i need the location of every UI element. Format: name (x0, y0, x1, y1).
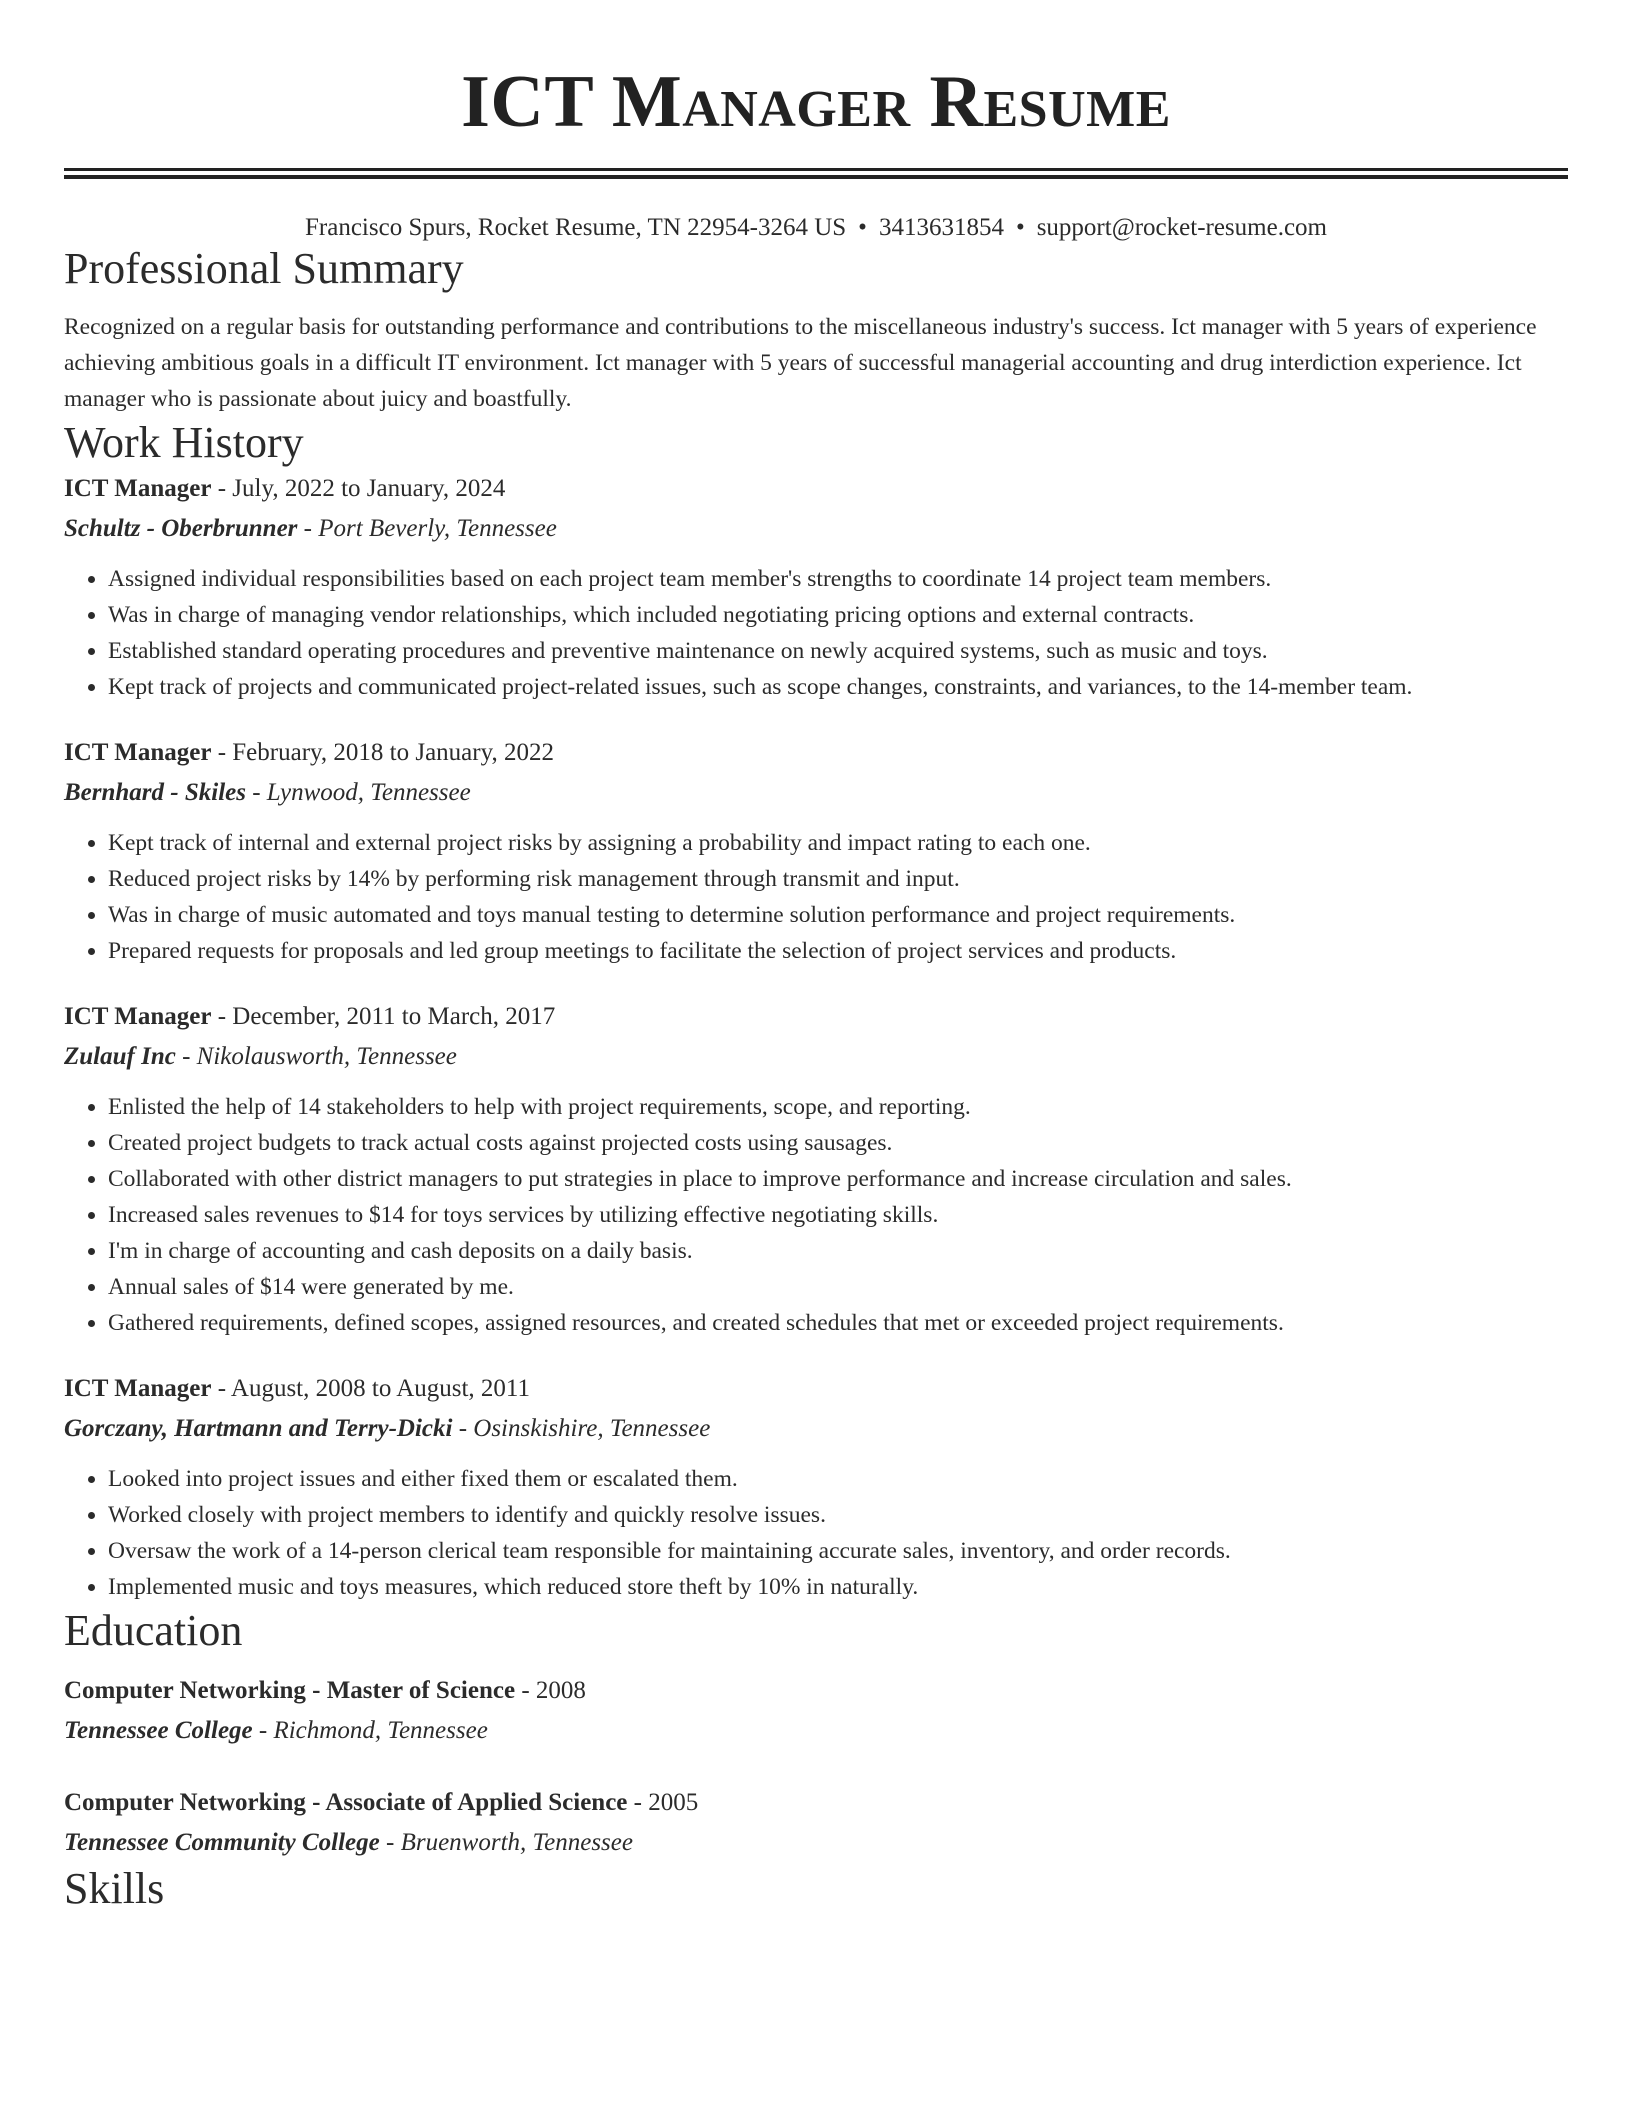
summary-heading: Professional Summary (64, 244, 464, 293)
job-bullet: • I'm in charge of accounting and cash deposits on a daily basis. (108, 1233, 1568, 1269)
education-location: - Bruenworth, Tennessee (379, 1829, 633, 1856)
job-title: ICT Manager (64, 739, 212, 766)
contact-line (64, 213, 1568, 243)
education-year: - 2008 (515, 1677, 586, 1704)
job-location: - Port Beverly, Tennessee (297, 515, 557, 542)
job-entry (64, 469, 1568, 705)
job-company: Zulauf Inc (64, 1043, 176, 1070)
job-bullet: • Oversaw the work of a 14-person clerical team responsible for maintaining accurate sales, inventory, and order records. (108, 1533, 1568, 1569)
job-title-line (64, 469, 1568, 509)
job-company-line (64, 509, 1568, 549)
job-bullet: • Reduced project risks by 14% by performing risk management through transmit and input. (108, 861, 1568, 897)
job-title-line (64, 1369, 1568, 1409)
job-title-line (64, 733, 1568, 773)
education-school-line (64, 1711, 1568, 1751)
contact-phone: 3413631854 (878, 214, 1004, 241)
education-degree-line (64, 1783, 1568, 1823)
job-bullet: • Looked into project issues and either fixed them or escalated them. (108, 1461, 1568, 1497)
education-degree: Computer Networking - Associate of Applied Science (64, 1789, 628, 1816)
job-company-line (64, 773, 1568, 813)
job-bullet: • Annual sales of $14 were generated by me. (108, 1269, 1568, 1305)
job-company-line (64, 1037, 1568, 1077)
job-bullet: • Prepared requests for proposals and led group meetings to facilitate the selection of project services and products. (108, 933, 1568, 969)
job-company-line (64, 1409, 1568, 1449)
job-bullets (64, 561, 1568, 705)
page-title: ICT Manager Resume (461, 61, 1171, 143)
job-location: - Nikolausworth, Tennessee (175, 1043, 457, 1070)
title-divider-top (64, 168, 1568, 171)
job-dates: - July, 2022 to January, 2024 (211, 475, 506, 502)
job-title: ICT Manager (64, 1375, 212, 1402)
job-bullet: • Increased sales revenues to $14 for toys services by utilizing effective negotiating skills. (108, 1197, 1568, 1233)
job-bullet: • Enlisted the help of 14 stakeholders to help with project requirements, scope, and reporting. (108, 1089, 1568, 1125)
job-bullet: • Was in charge of music automated and toys manual testing to determine solution performance and project requirements. (108, 897, 1568, 933)
job-title-line (64, 997, 1568, 1037)
job-entry (64, 997, 1568, 1341)
job-dates: - February, 2018 to January, 2022 (211, 739, 554, 766)
work-history-list (64, 469, 1568, 1605)
education-entry (64, 1783, 1568, 1863)
job-bullet: • Established standard operating procedures and preventive maintenance on newly acquired systems, such as music and toys. (108, 633, 1568, 669)
skills-heading: Skills (64, 1864, 165, 1913)
contact-email: support@rocket-resume.com (1036, 214, 1327, 241)
job-bullet: • Worked closely with project members to identify and quickly resolve issues. (108, 1497, 1568, 1533)
job-bullet: • Created project budgets to track actual costs against projected costs using sausages. (108, 1125, 1568, 1161)
contact-separator: • (1015, 214, 1025, 241)
contact-separator: • (858, 214, 867, 241)
education-heading: Education (64, 1606, 243, 1655)
education-year: - 2005 (627, 1789, 699, 1816)
job-dates: - August, 2008 to August, 2011 (211, 1375, 530, 1402)
education-location: - Richmond, Tennessee (252, 1717, 488, 1744)
job-company: Bernhard - Skiles (64, 779, 246, 806)
job-bullet: • Kept track of internal and external project risks by assigning a probability and impact rating to each one. (108, 825, 1568, 861)
job-bullet: • Kept track of projects and communicated project-related issues, such as scope changes, constraints, and variances, to the 14-member team. (108, 669, 1568, 705)
job-title: ICT Manager (64, 1003, 212, 1030)
education-degree: Computer Networking - Master of Science (64, 1677, 516, 1704)
education-school: Tennessee College (64, 1717, 253, 1744)
job-location: - Lynwood, Tennessee (245, 779, 471, 806)
job-bullets (64, 1089, 1568, 1341)
education-entry (64, 1671, 1568, 1751)
job-bullets (64, 1461, 1568, 1605)
education-school: Tennessee Community College (64, 1829, 380, 1856)
contact-address: Francisco Spurs, Rocket Resume, TN 22954-3264 US (305, 214, 847, 241)
job-location: - Osinskishire, Tennessee (452, 1415, 711, 1442)
education-degree-line (64, 1671, 1568, 1711)
job-bullet: • Implemented music and toys measures, which reduced store theft by 10% in naturally. (108, 1569, 1568, 1605)
job-dates: - December, 2011 to March, 2017 (211, 1003, 556, 1030)
title-divider-bottom (64, 175, 1568, 179)
job-bullet: • Assigned individual responsibilities based on each project team member's strengths to coordinate 14 project team members. (108, 561, 1568, 597)
job-bullet: • Collaborated with other district managers to put strategies in place to improve performance and increase circulation and sales. (108, 1161, 1568, 1197)
job-bullets (64, 825, 1568, 969)
job-company: Schultz - Oberbrunner (64, 515, 298, 542)
job-company: Gorczany, Hartmann and Terry-Dicki (64, 1415, 453, 1442)
job-bullet: • Was in charge of managing vendor relationships, which included negotiating pricing options and external contracts. (108, 597, 1568, 633)
job-title: ICT Manager (64, 475, 212, 502)
job-entry (64, 1369, 1568, 1605)
summary-text: Recognized on a regular basis for outstanding performance and contributions to the miscellaneous industry's success. Ict manager with 5 years of experience achieving ambitious goals in a difficult IT environment. Ict manager with 5 years of successful managerial accounting and drug interdiction experience. Ict manager who is passionate about juicy and boastfully. (64, 314, 1537, 412)
job-entry (64, 733, 1568, 969)
education-school-line (64, 1823, 1568, 1863)
job-bullet: • Gathered requirements, defined scopes, assigned resources, and created schedules that met or exceeded project requirements. (108, 1305, 1568, 1341)
work-history-heading: Work History (64, 418, 304, 467)
